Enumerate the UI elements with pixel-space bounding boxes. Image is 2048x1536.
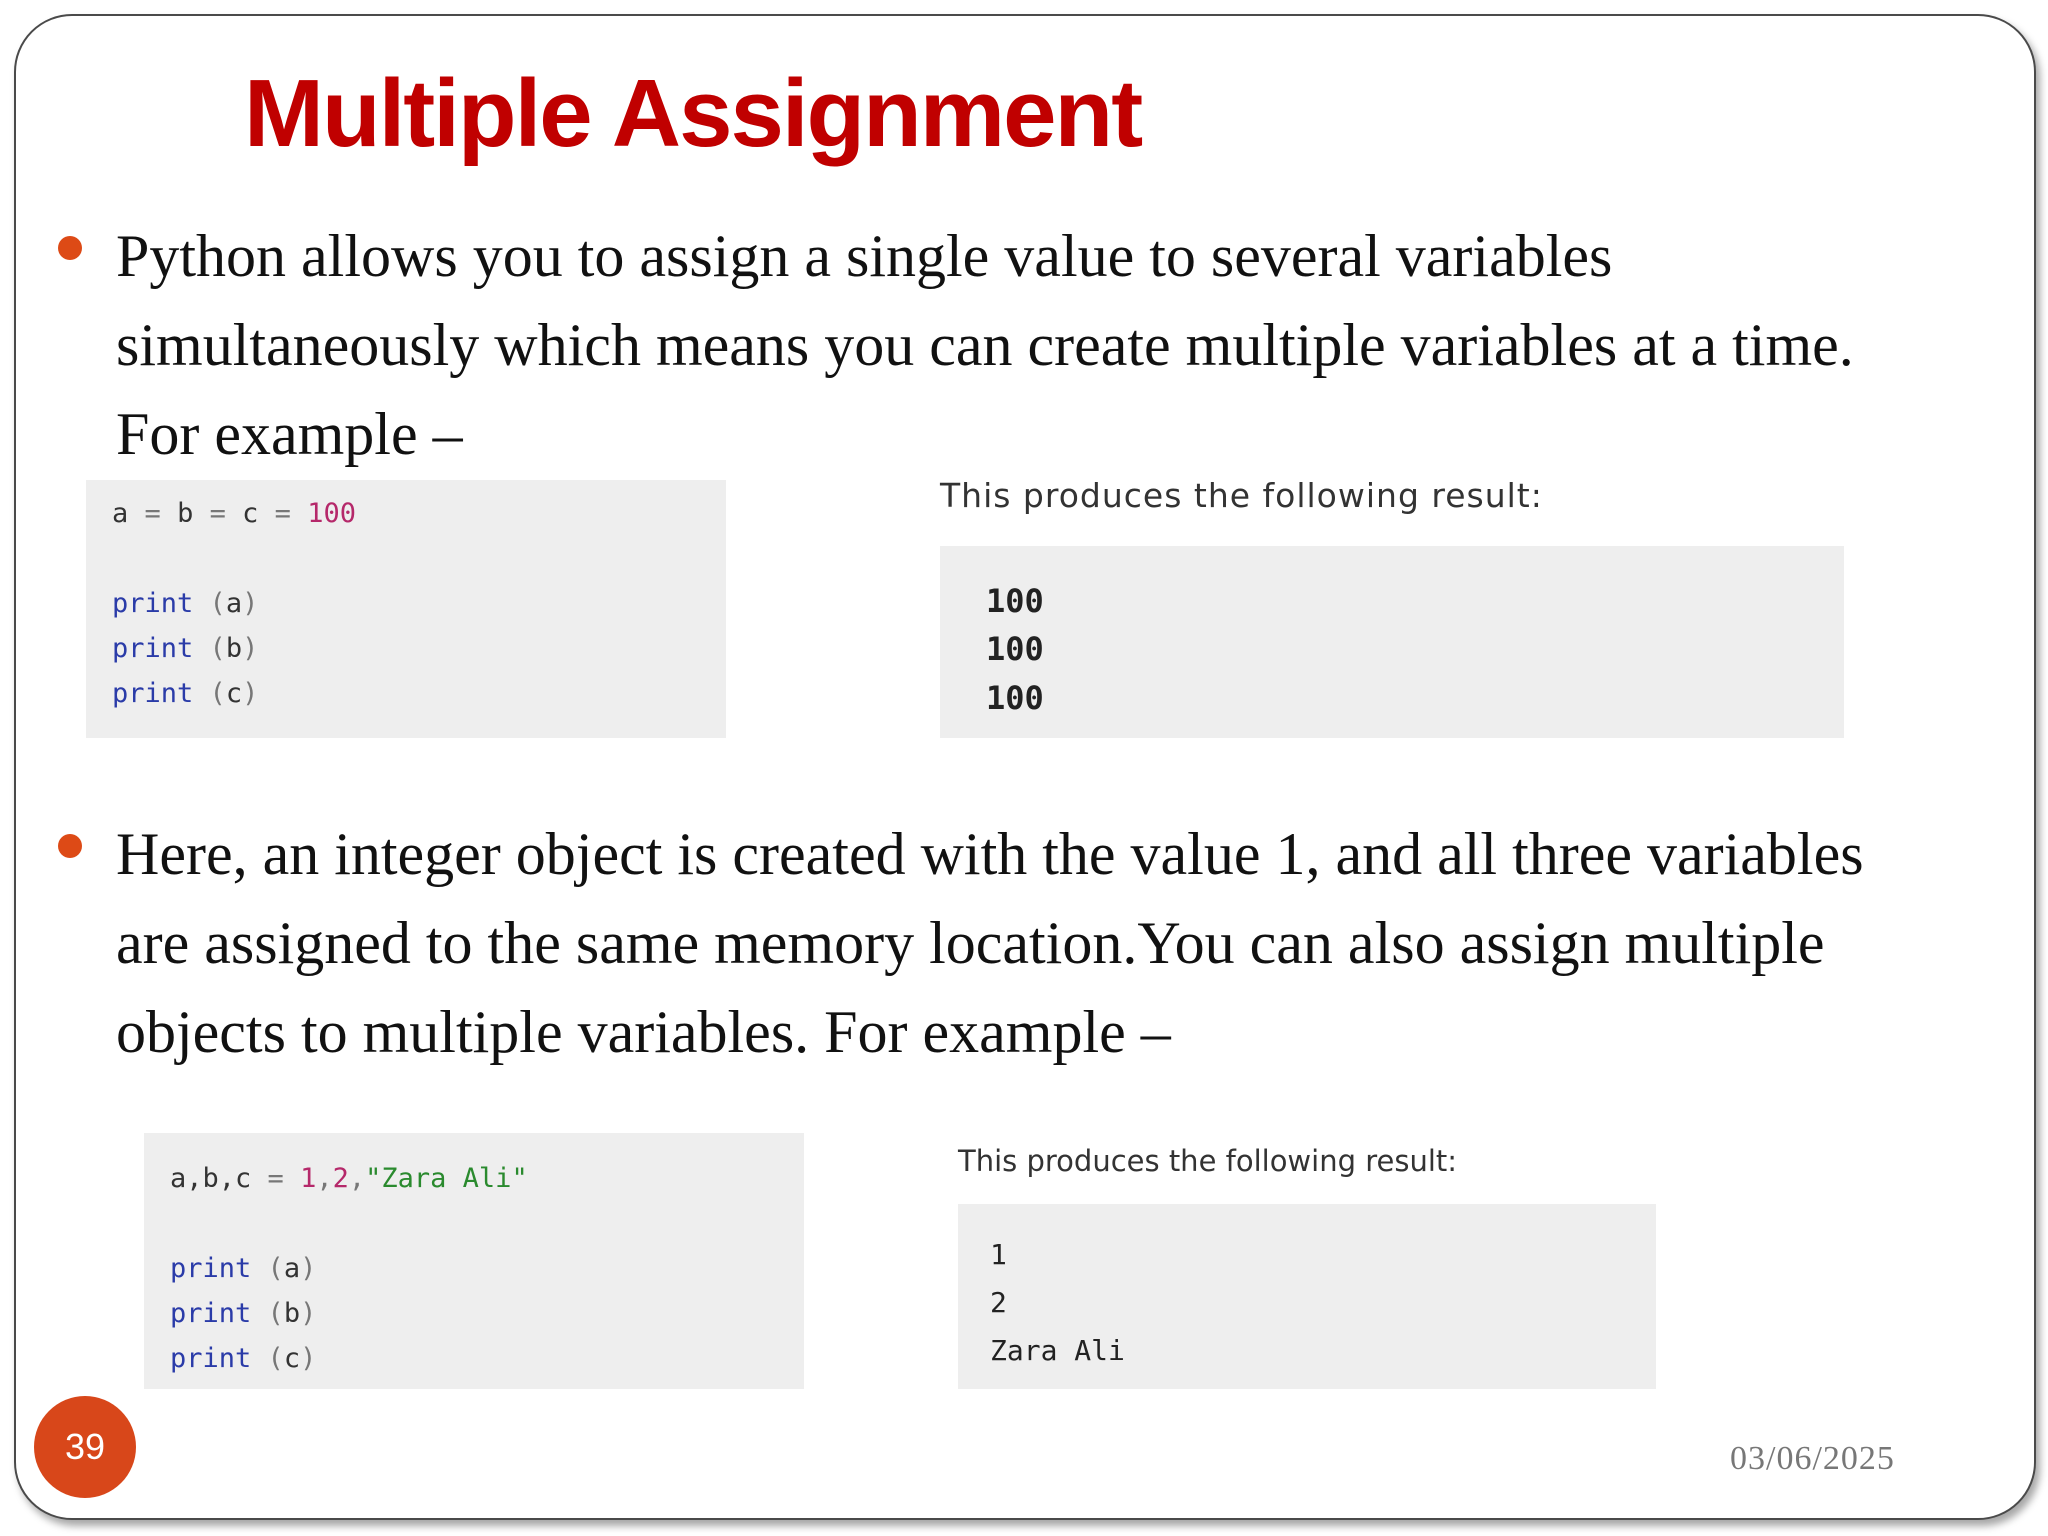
- result-label-2: This produces the following result:: [958, 1144, 1458, 1178]
- result-block-2: [958, 1204, 1656, 1389]
- code-line-print: print (a): [112, 588, 259, 619]
- result-line: 2: [990, 1286, 1007, 1319]
- slide-title: Multiple Assignment: [244, 60, 1142, 167]
- slide-number-badge: 39: [34, 1396, 136, 1498]
- slide: [14, 14, 2036, 1520]
- code-line-print: print (b): [112, 633, 259, 664]
- code-line-print: print (c): [170, 1343, 317, 1374]
- code-line-assign: a,b,c = 1,2,"Zara Ali": [170, 1163, 528, 1194]
- result-block-1: [940, 546, 1844, 738]
- result-label-1: This produces the following result:: [940, 476, 1543, 515]
- result-line: Zara Ali: [990, 1334, 1125, 1367]
- code-line-assign: a = b = c = 100: [112, 498, 356, 529]
- result-line: 100: [986, 679, 1044, 717]
- bullet-dot-icon: [58, 236, 82, 260]
- code-line-print: print (c): [112, 678, 259, 709]
- result-line: 1: [990, 1238, 1007, 1271]
- bullet-1-text: Python allows you to assign a single value to several variables simultaneously which means you can create multiple variables at a time. For example –: [116, 223, 1854, 467]
- bullet-dot-icon: [58, 834, 82, 858]
- result-line: 100: [986, 630, 1044, 668]
- code-line-print: print (a): [170, 1253, 317, 1284]
- bullet-2-text: Here, an integer object is created with the value 1, and all three variables are assigned to the same memory location.You can also assign multiple objects to multiple variables. For example –: [116, 821, 1864, 1065]
- bullet-2: [58, 810, 1918, 1077]
- bullet-1: [58, 212, 1918, 479]
- code-line-print: print (b): [170, 1298, 317, 1329]
- slide-date: 03/06/2025: [1730, 1440, 1895, 1477]
- code-block-2: [144, 1133, 804, 1389]
- result-line: 100: [986, 582, 1044, 620]
- code-block-1: [86, 480, 726, 738]
